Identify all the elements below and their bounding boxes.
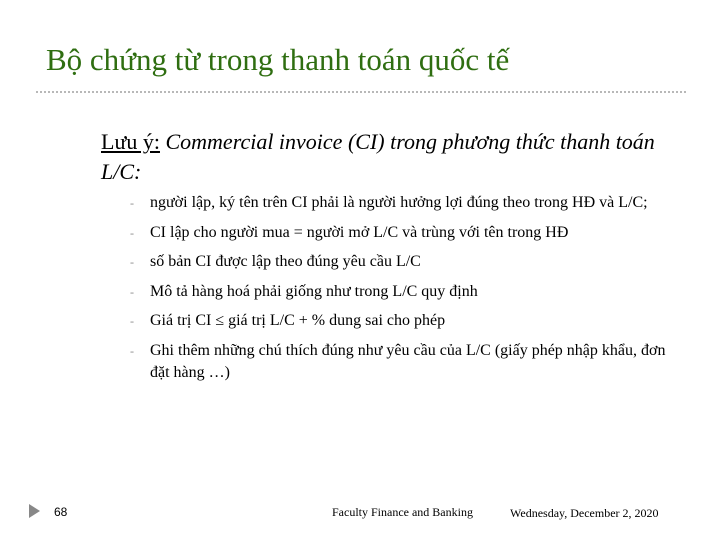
bullet-text: số bản CI được lập theo đúng yêu cầu L/C xyxy=(150,253,421,270)
footer-center-text: Faculty Finance and Banking xyxy=(332,505,473,519)
bullet-text: Giá trị CI ≤ giá trị L/C + % dung sai cho phép xyxy=(150,312,446,329)
footer-arrow-icon xyxy=(29,504,40,518)
dash-marker: - xyxy=(130,255,134,269)
list-item xyxy=(130,251,678,274)
bullet-list xyxy=(130,192,678,392)
title-divider xyxy=(36,91,686,93)
bullet-text: người lập, ký tên trên CI phải là người hưởng lợi đúng theo trong HĐ và L/C; xyxy=(150,194,648,211)
list-item xyxy=(130,192,678,215)
dash-marker: - xyxy=(130,284,134,299)
dash-marker: - xyxy=(130,225,134,240)
intro-label: Lưu ý: xyxy=(101,129,160,154)
list-item xyxy=(130,281,678,304)
slide-title: Bộ chứng từ trong thanh toán quốc tế xyxy=(46,42,510,77)
list-item xyxy=(130,310,678,333)
list-item xyxy=(130,340,678,385)
bullet-text: CI lập cho người mua = người mở L/C và trùng với tên trong HĐ xyxy=(150,223,569,241)
dash-marker: - xyxy=(130,314,134,328)
bullet-text: Ghi thêm những chú thích đúng như yêu cầu của L/C (giấy phép nhập khẩu, đơn đặt hàng …) xyxy=(150,341,666,381)
dash-marker: - xyxy=(130,196,134,210)
page-number: 68 xyxy=(54,505,68,519)
list-item xyxy=(130,222,678,245)
footer-date: Wednesday, December 2, 2020 xyxy=(510,506,659,520)
bullet-text: Mô tả hàng hoá phải giống như trong L/C quy định xyxy=(150,282,478,300)
dash-marker: - xyxy=(130,343,134,358)
intro-text: Commercial invoice (CI) trong phương thức thanh toán L/C: xyxy=(101,129,655,184)
intro-paragraph xyxy=(101,127,691,187)
